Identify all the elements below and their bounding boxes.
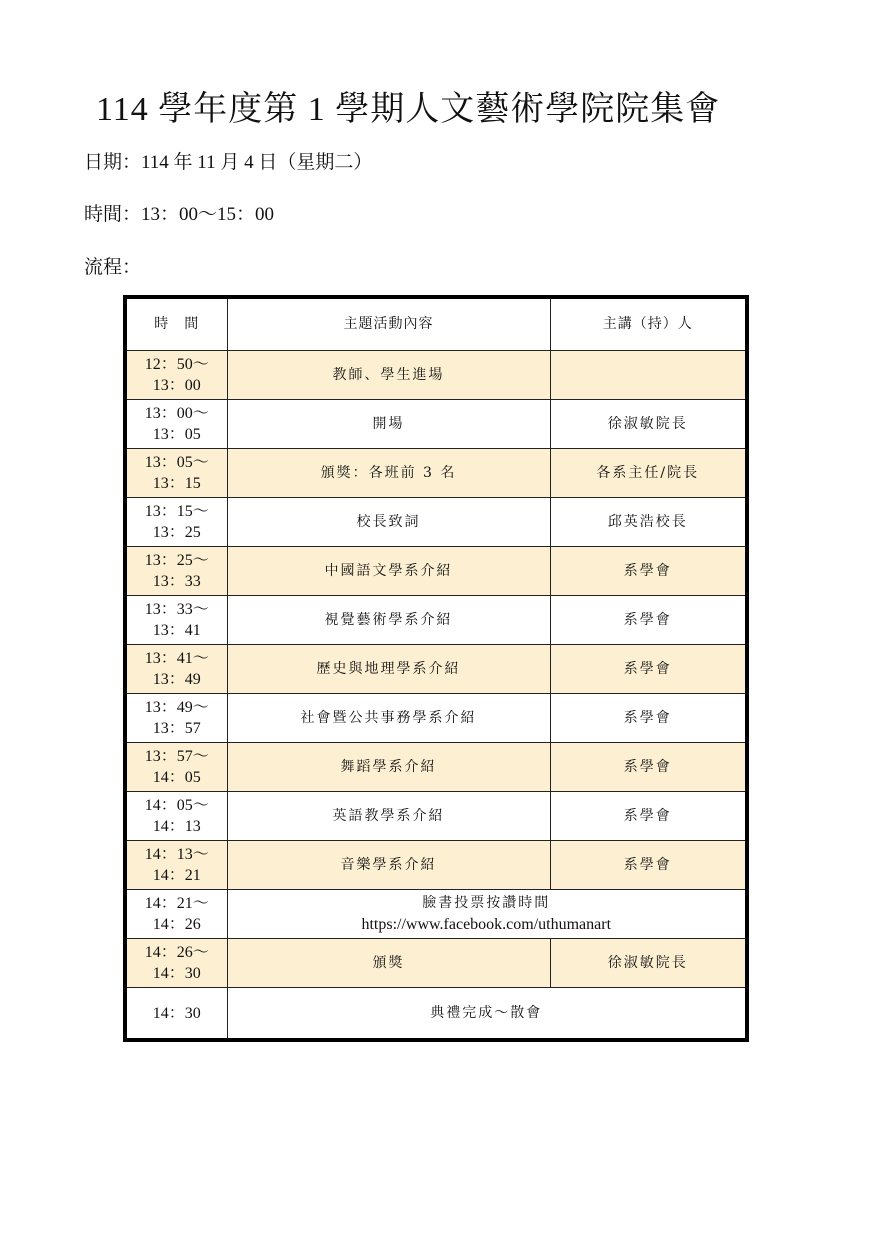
- header-host: 主講（持）人: [550, 297, 747, 351]
- time-end: 13：25: [152, 524, 201, 541]
- table-row: [125, 547, 747, 596]
- host-cell: 系學會: [550, 596, 747, 645]
- time-cell: [125, 743, 227, 792]
- host-cell: 徐淑敏院長: [550, 939, 747, 988]
- time-cell: [125, 400, 227, 449]
- time-start: 13：00～: [144, 405, 209, 422]
- time-end: 13：41: [152, 622, 201, 639]
- host-cell: 邱英浩校長: [550, 498, 747, 547]
- content-cell: 頒獎: [227, 939, 550, 988]
- document-title: 114 學年度第 1 學期人文藝術學院院集會: [96, 91, 721, 128]
- time-end: 13：57: [152, 720, 201, 737]
- host-cell: 系學會: [550, 645, 747, 694]
- content-cell: 視覺藝術學系介紹: [227, 596, 550, 645]
- time-cell: [125, 547, 227, 596]
- time-end: 13：33: [152, 573, 201, 590]
- date-line: 日期：114 年 11 月 4 日（星期二）: [84, 152, 373, 173]
- time-start: 14：26～: [144, 944, 209, 961]
- host-cell: 系學會: [550, 841, 747, 890]
- time-start: 13：49～: [144, 699, 209, 716]
- table-row: [125, 645, 747, 694]
- time-end: 13：15: [152, 475, 201, 492]
- host-cell: 各系主任/院長: [550, 449, 747, 498]
- content-cell: 校長致詞: [227, 498, 550, 547]
- host-cell: [550, 351, 747, 400]
- time-start: 14：13～: [144, 846, 209, 863]
- time-start: 14：05～: [144, 797, 209, 814]
- time-cell: [125, 841, 227, 890]
- content-cell: 音樂學系介紹: [227, 841, 550, 890]
- time-start: 12：50～: [144, 356, 209, 373]
- content-cell: 中國語文學系介紹: [227, 547, 550, 596]
- host-cell: 系學會: [550, 694, 747, 743]
- time-cell: [125, 351, 227, 400]
- time-cell: [125, 694, 227, 743]
- header-time: 時 間: [125, 297, 227, 351]
- time-cell: [125, 449, 227, 498]
- time-start: 13：57～: [144, 748, 209, 765]
- time-start: 13：05～: [144, 454, 209, 471]
- time-end: 13：05: [152, 426, 201, 443]
- table-row: [125, 449, 747, 498]
- content-cell: 教師、學生進場: [227, 351, 550, 400]
- content-cell: 開場: [227, 400, 550, 449]
- header-content: 主題活動內容: [227, 297, 550, 351]
- content-cell: 舞蹈學系介紹: [227, 743, 550, 792]
- schedule-table: [123, 295, 749, 1042]
- time-end: 14：13: [152, 818, 201, 835]
- host-cell: 系學會: [550, 792, 747, 841]
- time-cell: [125, 792, 227, 841]
- table-row: [125, 743, 747, 792]
- table-row-award: [125, 939, 747, 988]
- table-row: [125, 841, 747, 890]
- facebook-url[interactable]: https://www.facebook.com/uthumanart: [361, 916, 612, 933]
- time-start: 13：33～: [144, 601, 209, 618]
- host-cell: 系學會: [550, 547, 747, 596]
- time-end: 14：05: [152, 769, 201, 786]
- time-line: 時間：13：00～15：00: [84, 204, 275, 225]
- table-row: [125, 400, 747, 449]
- content-cell: 社會暨公共事務學系介紹: [227, 694, 550, 743]
- content-cell: 英語教學系介紹: [227, 792, 550, 841]
- time-cell: [125, 645, 227, 694]
- table-row-facebook: [125, 890, 747, 939]
- time-cell: [125, 498, 227, 547]
- table-row: [125, 351, 747, 400]
- table-row: [125, 596, 747, 645]
- facebook-vote-text: 臉書投票按讚時間: [422, 895, 551, 911]
- time-cell: [125, 890, 227, 939]
- table-row: [125, 498, 747, 547]
- time-cell: [125, 596, 227, 645]
- time-end: 14：26: [152, 916, 201, 933]
- content-cell: 典禮完成～散會: [227, 988, 747, 1041]
- time-end: 14：21: [152, 867, 201, 884]
- time-start: 13：41～: [144, 650, 209, 667]
- time-start: 13：15～: [144, 503, 209, 520]
- table-row: [125, 694, 747, 743]
- flow-label: 流程：: [84, 257, 142, 278]
- time-end: 14：30: [152, 965, 201, 982]
- table-row-final: [125, 988, 747, 1041]
- time-start: 13：25～: [144, 552, 209, 569]
- host-cell: 系學會: [550, 743, 747, 792]
- time-start: 14：21～: [144, 895, 209, 912]
- table-row: [125, 792, 747, 841]
- content-cell: 歷史與地理學系介紹: [227, 645, 550, 694]
- time-cell: [125, 939, 227, 988]
- header-row: [125, 297, 747, 351]
- time-end: 13：00: [152, 377, 201, 394]
- time-cell: 14：30: [125, 988, 227, 1041]
- host-cell: 徐淑敏院長: [550, 400, 747, 449]
- content-cell: [227, 890, 747, 939]
- content-cell: 頒獎：各班前 3 名: [227, 449, 550, 498]
- time-end: 13：49: [152, 671, 201, 688]
